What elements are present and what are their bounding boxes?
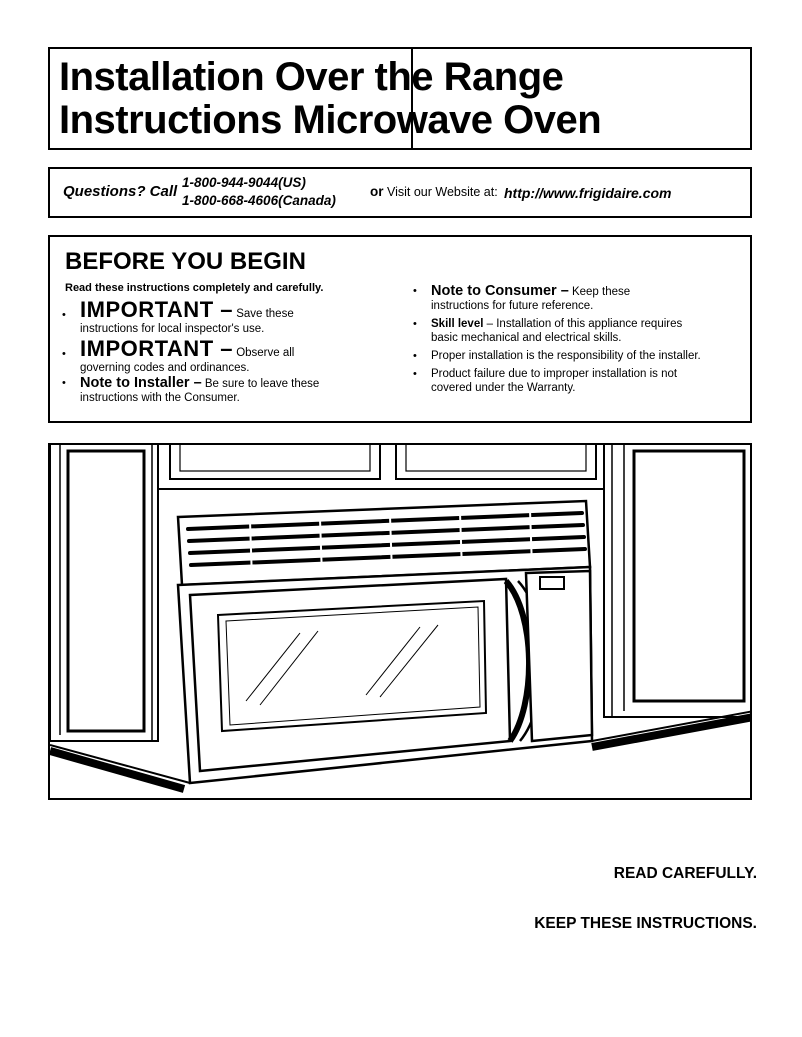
consumer-cont: instructions for future reference. <box>431 300 594 312</box>
list-item <box>413 284 753 313</box>
or-label: or <box>370 184 384 199</box>
visit-label: Visit our Website at: <box>386 185 498 199</box>
skill-rest: – Installation of this appliance requires <box>486 318 683 330</box>
title-line-2: Instructions Microwave Oven <box>59 98 602 142</box>
keep-instructions: KEEP THESE INSTRUCTIONS. <box>534 915 757 932</box>
important-lead: IMPORTANT – <box>80 297 233 322</box>
left-notes-list <box>62 298 362 406</box>
microwave-oven-illustration <box>48 443 752 800</box>
before-you-begin-box <box>48 235 752 423</box>
important-cont: governing codes and ordinances. <box>80 362 250 374</box>
warranty-cont: covered under the Warranty. <box>431 382 576 394</box>
installer-rest: Be sure to leave these <box>204 378 320 390</box>
upper-cabinet-left <box>170 445 380 479</box>
important-cont: instructions for local inspector's use. <box>80 323 265 335</box>
bullet-icon: • <box>413 318 417 330</box>
bullet-icon: • <box>62 377 66 389</box>
list-item <box>62 337 362 375</box>
before-you-begin-heading: BEFORE YOU BEGIN <box>65 248 306 275</box>
list-item <box>413 367 753 395</box>
installer-cont: instructions with the Consumer. <box>80 392 240 404</box>
upper-cabinet-right <box>396 445 596 479</box>
title-line-1: Installation Over the Range <box>59 55 564 99</box>
bullet-icon: • <box>413 368 417 380</box>
phone-us: 1-800-944-9044(US) <box>182 175 306 190</box>
list-item <box>413 317 753 345</box>
important-lead: IMPORTANT – <box>80 336 233 361</box>
bullet-icon: • <box>413 285 417 297</box>
questions-box <box>48 167 752 218</box>
questions-call-label: Questions? Call <box>63 183 178 200</box>
read-note: Read these instructions completely and carefully. <box>65 282 324 294</box>
right-cabinet <box>604 445 752 717</box>
microwave-illustration-svg <box>50 445 752 800</box>
warranty-text: Product failure due to improper installation is not <box>431 368 678 380</box>
list-item <box>413 349 753 363</box>
control-panel <box>526 571 592 741</box>
title-box <box>48 47 752 150</box>
phone-canada: 1-800-668-4606(Canada) <box>182 193 336 208</box>
right-notes-list <box>413 284 753 399</box>
skill-cont: basic mechanical and electrical skills. <box>431 332 622 344</box>
bullet-icon: • <box>62 309 66 321</box>
list-item <box>62 298 362 336</box>
visit-website-text <box>370 184 498 199</box>
important-rest: Observe all <box>236 347 295 359</box>
list-item <box>62 376 362 405</box>
website-link[interactable]: http://www.frigidaire.com <box>504 185 672 201</box>
read-carefully: READ CAREFULLY. <box>613 865 757 882</box>
bullet-icon: • <box>62 348 66 360</box>
bullet-icon: • <box>413 350 417 362</box>
installer-lead: Note to Installer – <box>80 375 202 391</box>
left-cabinet <box>50 445 158 741</box>
consumer-rest: Keep these <box>571 286 631 298</box>
proper-install-text: Proper installation is the responsibility of the installer. <box>431 350 701 362</box>
consumer-lead: Note to Consumer – <box>431 283 569 299</box>
important-rest: Save these <box>236 308 294 320</box>
skill-lead: Skill level <box>431 318 484 330</box>
